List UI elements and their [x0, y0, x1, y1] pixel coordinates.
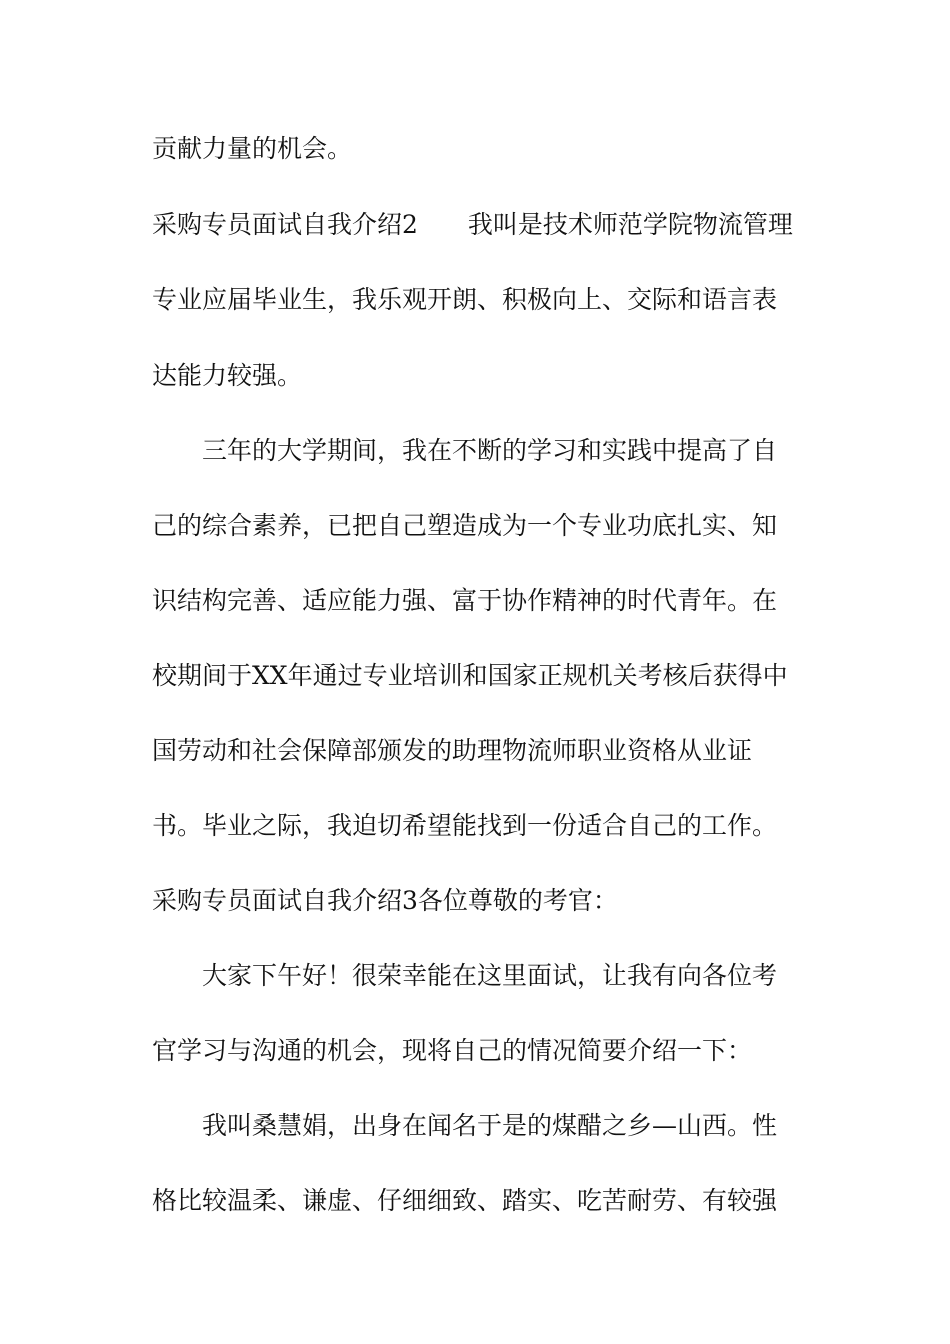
- section-heading-line: 采购专员面试自我介绍3各位尊敬的考官：: [152, 886, 618, 915]
- text-line: 贡献力量的机会。: [152, 134, 353, 163]
- text-line: 官学习与沟通的机会，现将自己的情况简要介绍一下：: [152, 1036, 753, 1065]
- paragraph-first-line: 我叫桑慧娟，出身在闻名于是的煤醋之乡—山西。性: [202, 1111, 778, 1140]
- text-line: 识结构完善、适应能力强、富于协作精神的时代青年。在: [152, 586, 778, 615]
- text-line: 达能力较强。: [152, 361, 303, 390]
- text-line: 国劳动和社会保障部颁发的助理物流师职业资格从业证: [152, 736, 753, 765]
- paragraph-first-line: 大家下午好！很荣幸能在这里面试，让我有向各位考: [202, 961, 778, 990]
- paragraph-first-line: 三年的大学期间，我在不断的学习和实践中提高了自: [202, 436, 778, 465]
- text-line: 校期间于XX年通过专业培训和国家正规机关考核后获得中: [152, 661, 788, 690]
- text-line: 格比较温柔、谦虚、仔细细致、踏实、吃苦耐劳、有较强: [152, 1186, 778, 1215]
- text-line: 己的综合素养，已把自己塑造成为一个专业功底扎实、知: [152, 511, 778, 540]
- section-heading-line: 采购专员面试自我介绍2 我叫是技术师范学院物流管理: [152, 210, 793, 239]
- text-line: 书。毕业之际，我迫切希望能找到一份适合自己的工作。: [152, 811, 778, 840]
- text-line: 专业应届毕业生，我乐观开朗、积极向上、交际和语言表: [152, 285, 778, 314]
